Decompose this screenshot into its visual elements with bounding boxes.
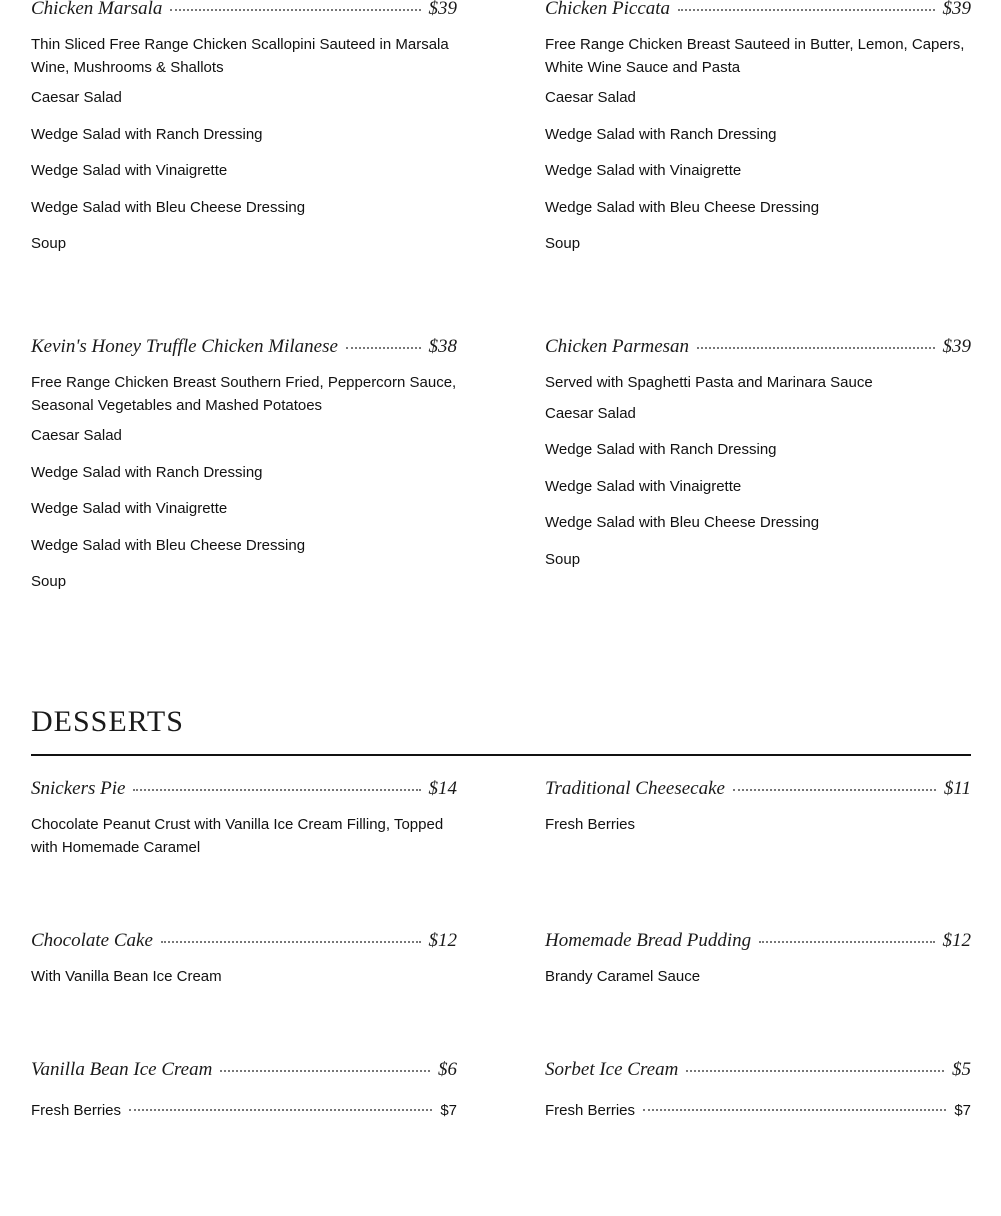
menu-item-vanilla-bean-ice-cream	[31, 1059, 457, 1122]
menu-item-description: Fresh Berries	[545, 816, 636, 833]
menu-item-description: Thin Sliced Free Range Chicken Scallopini Sauteed in Marsala Wine, Mushrooms & Shallots	[31, 36, 449, 76]
menu-item-title-row	[545, 930, 971, 952]
menu-item-title-row	[545, 1059, 971, 1081]
dot-leader	[129, 1109, 432, 1111]
side-choice: Wedge Salad with Ranch Dressing	[31, 125, 263, 143]
menu-item-snickers-pie	[31, 778, 457, 859]
dot-leader	[678, 9, 934, 11]
menu-item-name: Sorbet Ice Cream	[545, 1059, 679, 1080]
addon-label: Fresh Berries	[31, 1102, 122, 1119]
menu-item-description: Brandy Caramel Sauce	[545, 968, 701, 985]
section-title: DESSERTS	[31, 705, 184, 738]
side-choice: Wedge Salad with Vinaigrette	[31, 500, 228, 517]
menu-item-name: Snickers Pie	[31, 778, 126, 799]
menu-item-price: $39	[942, 0, 971, 19]
side-choice: Wedge Salad with Ranch Dressing	[545, 125, 777, 143]
menu-item-price: $39	[942, 336, 971, 357]
menu-item-price: $39	[428, 0, 457, 19]
side-choice: Wedge Salad with Bleu Cheese Dressing	[31, 536, 306, 554]
addon-price: $7	[954, 1102, 971, 1119]
addon-price: $7	[440, 1102, 457, 1119]
desserts-section-header	[31, 700, 971, 756]
menu-item-name: Chicken Parmesan	[545, 336, 690, 357]
menu-item-bread-pudding	[545, 930, 971, 989]
menu-item-chicken-piccata	[545, 0, 971, 270]
menu-item-description: Chocolate Peanut Crust with Vanilla Ice Cream Filling, Topped with Homemade Caramel	[31, 816, 444, 856]
menu-item-name: Kevin's Honey Truffle Chicken Milanese	[31, 336, 338, 357]
addon-label: Fresh Berries	[545, 1102, 636, 1119]
menu-item-description: Free Range Chicken Breast Sauteed in Butter, Lemon, Capers, White Wine Sauce and Pasta	[545, 36, 965, 76]
menu-item-description: Free Range Chicken Breast Southern Fried, Peppercorn Sauce, Seasonal Vegetables and Mashed Potatoes	[31, 374, 457, 414]
side-choice: Wedge Salad with Bleu Cheese Dressing	[31, 198, 306, 216]
side-choice: Caesar Salad	[31, 427, 122, 444]
menu-item-name: Chicken Piccata	[545, 0, 671, 19]
menu-item-price: $38	[428, 336, 457, 357]
dot-leader	[133, 789, 420, 791]
side-choice: Soup	[545, 235, 581, 252]
menu-item-chicken-marsala	[31, 0, 457, 270]
menu-item-title-row	[31, 0, 457, 20]
menu-item-price: $6	[438, 1059, 457, 1080]
side-choice: Wedge Salad with Bleu Cheese Dressing	[545, 514, 820, 531]
dot-leader	[346, 347, 421, 349]
menu-item-title-row	[545, 0, 971, 20]
side-choice: Wedge Salad with Vinaigrette	[545, 477, 742, 495]
side-choice: Wedge Salad with Ranch Dressing	[545, 441, 777, 458]
side-choices-list	[545, 87, 971, 270]
menu-item-chicken-milanese	[31, 336, 457, 608]
side-choice: Soup	[31, 573, 67, 590]
side-choice: Caesar Salad	[31, 89, 122, 106]
menu-item-name: Homemade Bread Pudding	[545, 930, 752, 951]
side-choice: Wedge Salad with Vinaigrette	[545, 162, 742, 179]
menu-item-price: $14	[428, 778, 457, 799]
addon-row	[545, 1100, 971, 1122]
dot-leader	[170, 9, 420, 11]
menu-item-name: Chicken Marsala	[31, 0, 163, 19]
menu-item-title-row	[31, 930, 457, 952]
addon-row	[31, 1100, 457, 1122]
side-choice: Wedge Salad with Vinaigrette	[31, 162, 228, 179]
side-choices-list	[545, 403, 971, 586]
menu-item-title-row	[31, 778, 457, 800]
menu-item-price: $12	[428, 930, 457, 951]
side-choice: Soup	[31, 235, 67, 252]
menu-item-price: $5	[952, 1059, 971, 1080]
side-choice: Wedge Salad with Bleu Cheese Dressing	[545, 198, 820, 216]
menu-item-name: Vanilla Bean Ice Cream	[31, 1059, 213, 1080]
dot-leader	[733, 789, 936, 791]
menu-item-description: With Vanilla Bean Ice Cream	[31, 968, 222, 985]
dot-leader	[161, 941, 421, 943]
dot-leader	[643, 1109, 946, 1111]
menu-item-description: Served with Spaghetti Pasta and Marinara Sauce	[545, 374, 873, 391]
menu-item-name: Chocolate Cake	[31, 930, 153, 951]
menu-item-price: $12	[942, 930, 971, 951]
menu-item-title-row	[545, 336, 971, 358]
menu-item-name: Traditional Cheesecake	[545, 778, 725, 799]
dot-leader	[686, 1070, 944, 1072]
dot-leader	[220, 1070, 430, 1072]
menu-item-title-row	[31, 1059, 457, 1081]
menu-item-chocolate-cake	[31, 930, 457, 989]
side-choice: Soup	[545, 550, 581, 568]
side-choice: Caesar Salad	[545, 404, 636, 422]
dot-leader	[697, 347, 934, 349]
menu-item-price: $11	[943, 778, 971, 799]
dot-leader	[759, 941, 934, 943]
side-choices-list	[31, 425, 457, 608]
menu-item-sorbet-ice-cream	[545, 1059, 971, 1122]
side-choices-list	[31, 87, 457, 270]
menu-item-traditional-cheesecake	[545, 778, 971, 837]
menu-item-title-row	[545, 778, 971, 800]
side-choice: Caesar Salad	[545, 89, 636, 106]
menu-item-chicken-parmesan	[545, 336, 971, 585]
side-choice: Wedge Salad with Ranch Dressing	[31, 463, 263, 481]
menu-item-title-row	[31, 336, 457, 358]
